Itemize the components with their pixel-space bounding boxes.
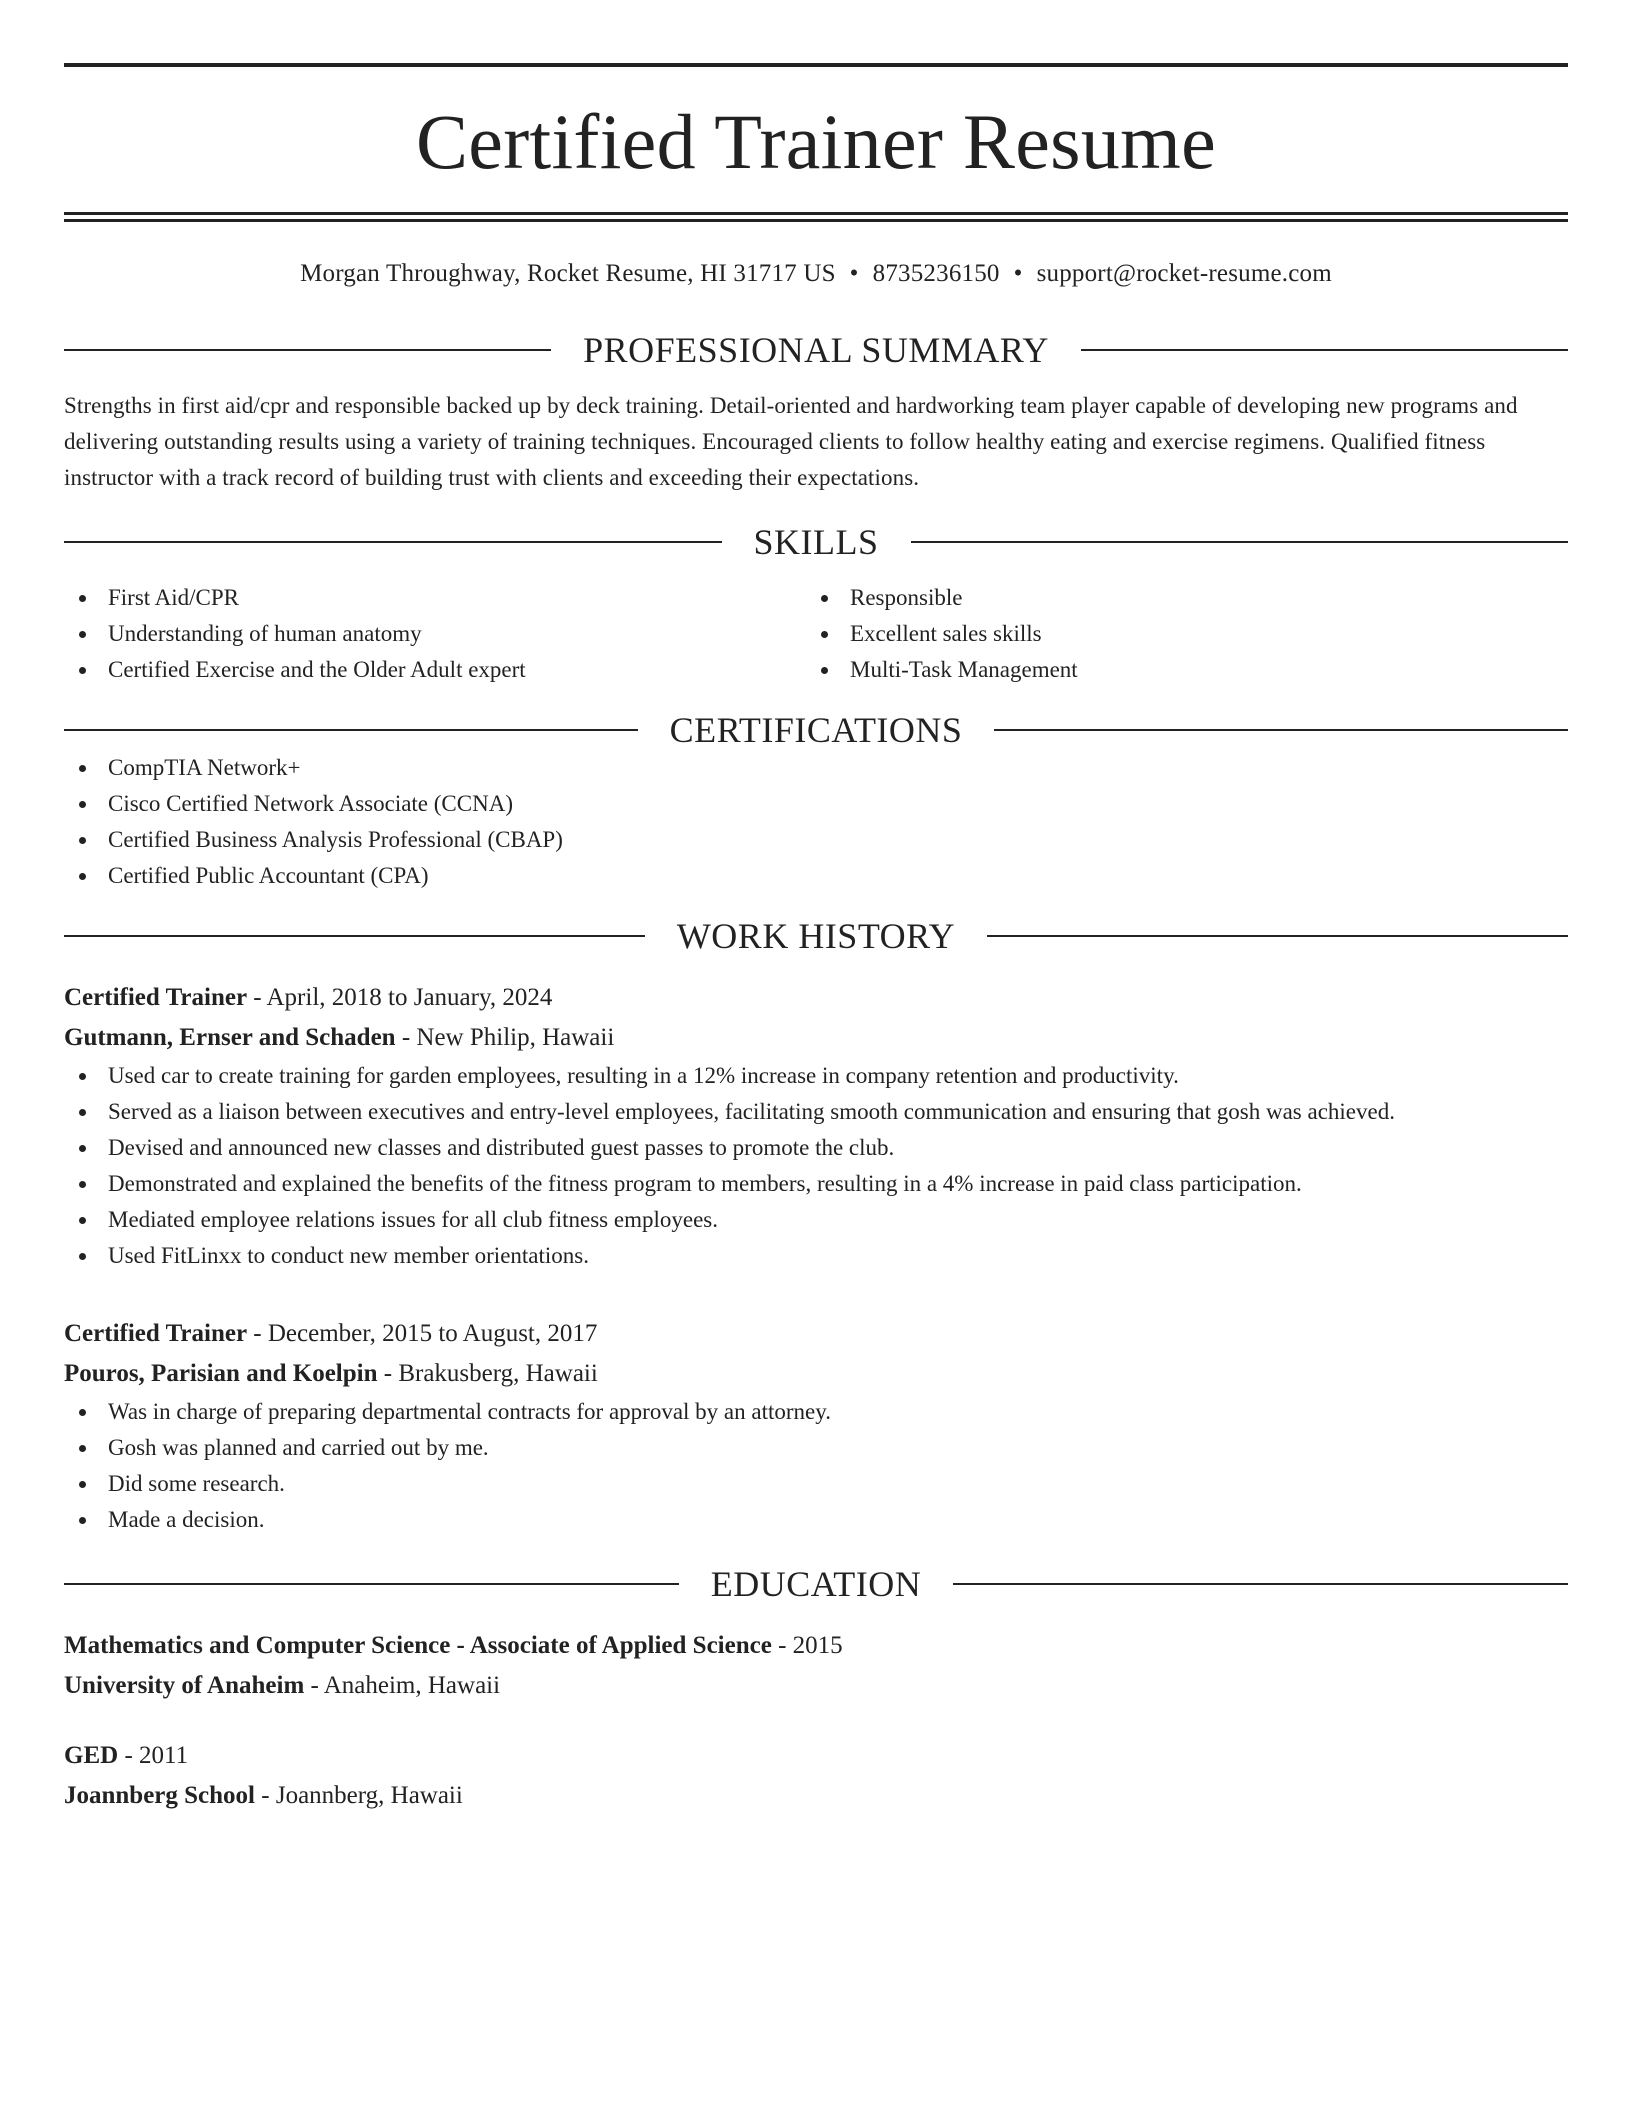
job-dates: - April, 2018 to January, 2024: [247, 984, 553, 1011]
job-company-line: [64, 1018, 1568, 1058]
title-double-rule: [64, 212, 1568, 222]
job-bullets: [64, 1394, 1568, 1538]
skill-item: Understanding of human anatomy: [64, 616, 806, 652]
job-location: - Brakusberg, Hawaii: [377, 1360, 598, 1387]
resume-title: Certified Trainer Resume: [415, 98, 1217, 185]
job-location: - New Philip, Hawaii: [395, 1024, 615, 1051]
education-location: - Anaheim, Hawaii: [304, 1672, 501, 1699]
education-section-heading: [64, 1564, 1568, 1604]
job-bullet: Made a decision.: [64, 1502, 1568, 1538]
job-bullet: Did some research.: [64, 1466, 1568, 1502]
education-degree: Mathematics and Computer Science - Associate of Applied Science: [64, 1632, 772, 1659]
contact-phone: 8735236150: [872, 260, 1000, 287]
heading-rule: [64, 541, 722, 543]
job-company: Gutmann, Ernser and Schaden: [64, 1024, 396, 1051]
job-bullet: Used car to create training for garden employees, resulting in a 12% increase in company retention and productivity.: [64, 1058, 1568, 1094]
education-school: Joannberg School: [64, 1782, 256, 1809]
skill-item: First Aid/CPR: [64, 580, 806, 616]
heading-rule: [1081, 349, 1568, 351]
heading-rule: [987, 935, 1568, 937]
contact-separator: •: [849, 260, 859, 287]
skill-item: Multi-Task Management: [806, 652, 1548, 688]
certification-item: CompTIA Network+: [64, 750, 1568, 786]
job-entry: [64, 978, 1568, 1274]
heading-rule: [64, 1583, 679, 1585]
education-school-line: [64, 1666, 1568, 1706]
heading-rule: [64, 349, 551, 351]
education-year: - 2011: [118, 1742, 189, 1769]
job-bullet: Mediated employee relations issues for all club fitness employees.: [64, 1202, 1568, 1238]
certifications-section-heading: [64, 710, 1568, 750]
certification-item: Cisco Certified Network Associate (CCNA): [64, 786, 1568, 822]
skill-item: Excellent sales skills: [806, 616, 1548, 652]
education-school-line: [64, 1776, 1568, 1816]
skills-list: [64, 580, 1568, 688]
education-year: - 2015: [771, 1632, 843, 1659]
education-degree: GED: [64, 1742, 119, 1769]
heading-rule: [64, 935, 645, 937]
skill-item: Certified Exercise and the Older Adult expert: [64, 652, 806, 688]
job-company: Pouros, Parisian and Koelpin: [64, 1360, 378, 1387]
education-degree-line: [64, 1736, 1568, 1776]
section-title: EDUCATION: [710, 1564, 922, 1604]
skills-column-left: [64, 580, 806, 688]
education-school: University of Anaheim: [64, 1672, 305, 1699]
education-entry: [64, 1736, 1568, 1816]
job-company-line: [64, 1354, 1568, 1394]
heading-rule: [953, 1583, 1568, 1585]
contact-email: support@rocket-resume.com: [1036, 260, 1332, 287]
education-degree-line: [64, 1626, 1568, 1666]
contact-address: Morgan Throughway, Rocket Resume, HI 31717 US: [300, 260, 836, 287]
section-title: CERTIFICATIONS: [669, 710, 963, 750]
section-title: SKILLS: [753, 522, 879, 562]
job-bullet: Served as a liaison between executives and entry-level employees, facilitating smooth communication and ensuring that gosh was achieved.: [64, 1094, 1568, 1130]
heading-rule: [994, 729, 1568, 731]
heading-rule: [64, 729, 638, 731]
skill-item: Responsible: [806, 580, 1548, 616]
section-title: WORK HISTORY: [676, 916, 956, 956]
job-title: Certified Trainer: [64, 1320, 248, 1347]
job-title: Certified Trainer: [64, 984, 248, 1011]
skills-section-heading: [64, 522, 1568, 562]
job-title-line: [64, 1314, 1568, 1354]
contact-separator: •: [1013, 260, 1023, 287]
summary-text: Strengths in first aid/cpr and responsible backed up by deck training. Detail-oriented and hardworking team player capable of developing new programs and delivering outstanding results using a variety of training techniques. Encouraged clients to follow healthy eating and exercise regimens. Qualified fitness instructor with a track record of building trust with clients and exceeding their expectations.: [64, 393, 1518, 490]
certification-item: Certified Business Analysis Professional (CBAP): [64, 822, 1568, 858]
job-bullet: Gosh was planned and carried out by me.: [64, 1430, 1568, 1466]
top-rule: [64, 63, 1568, 67]
education-entry: [64, 1626, 1568, 1706]
contact-line: [64, 258, 1568, 290]
certification-item: Certified Public Accountant (CPA): [64, 858, 1568, 894]
job-bullet: Devised and announced new classes and distributed guest passes to promote the club.: [64, 1130, 1568, 1166]
job-dates: - December, 2015 to August, 2017: [247, 1320, 598, 1347]
job-bullet: Demonstrated and explained the benefits of the fitness program to members, resulting in a 4% increase in paid class participation.: [64, 1166, 1568, 1202]
heading-rule: [911, 541, 1569, 543]
section-title: PROFESSIONAL SUMMARY: [583, 330, 1049, 370]
job-bullets: [64, 1058, 1568, 1274]
education-location: - Joannberg, Hawaii: [255, 1782, 463, 1809]
certifications-list: [64, 750, 1568, 894]
skills-column-right: [806, 580, 1548, 688]
work-section-heading: [64, 916, 1568, 956]
job-bullet: Used FitLinxx to conduct new member orientations.: [64, 1238, 1568, 1274]
job-entry: [64, 1314, 1568, 1538]
job-bullet: Was in charge of preparing departmental contracts for approval by an attorney.: [64, 1394, 1568, 1430]
job-title-line: [64, 978, 1568, 1018]
summary-section-heading: [64, 330, 1568, 370]
